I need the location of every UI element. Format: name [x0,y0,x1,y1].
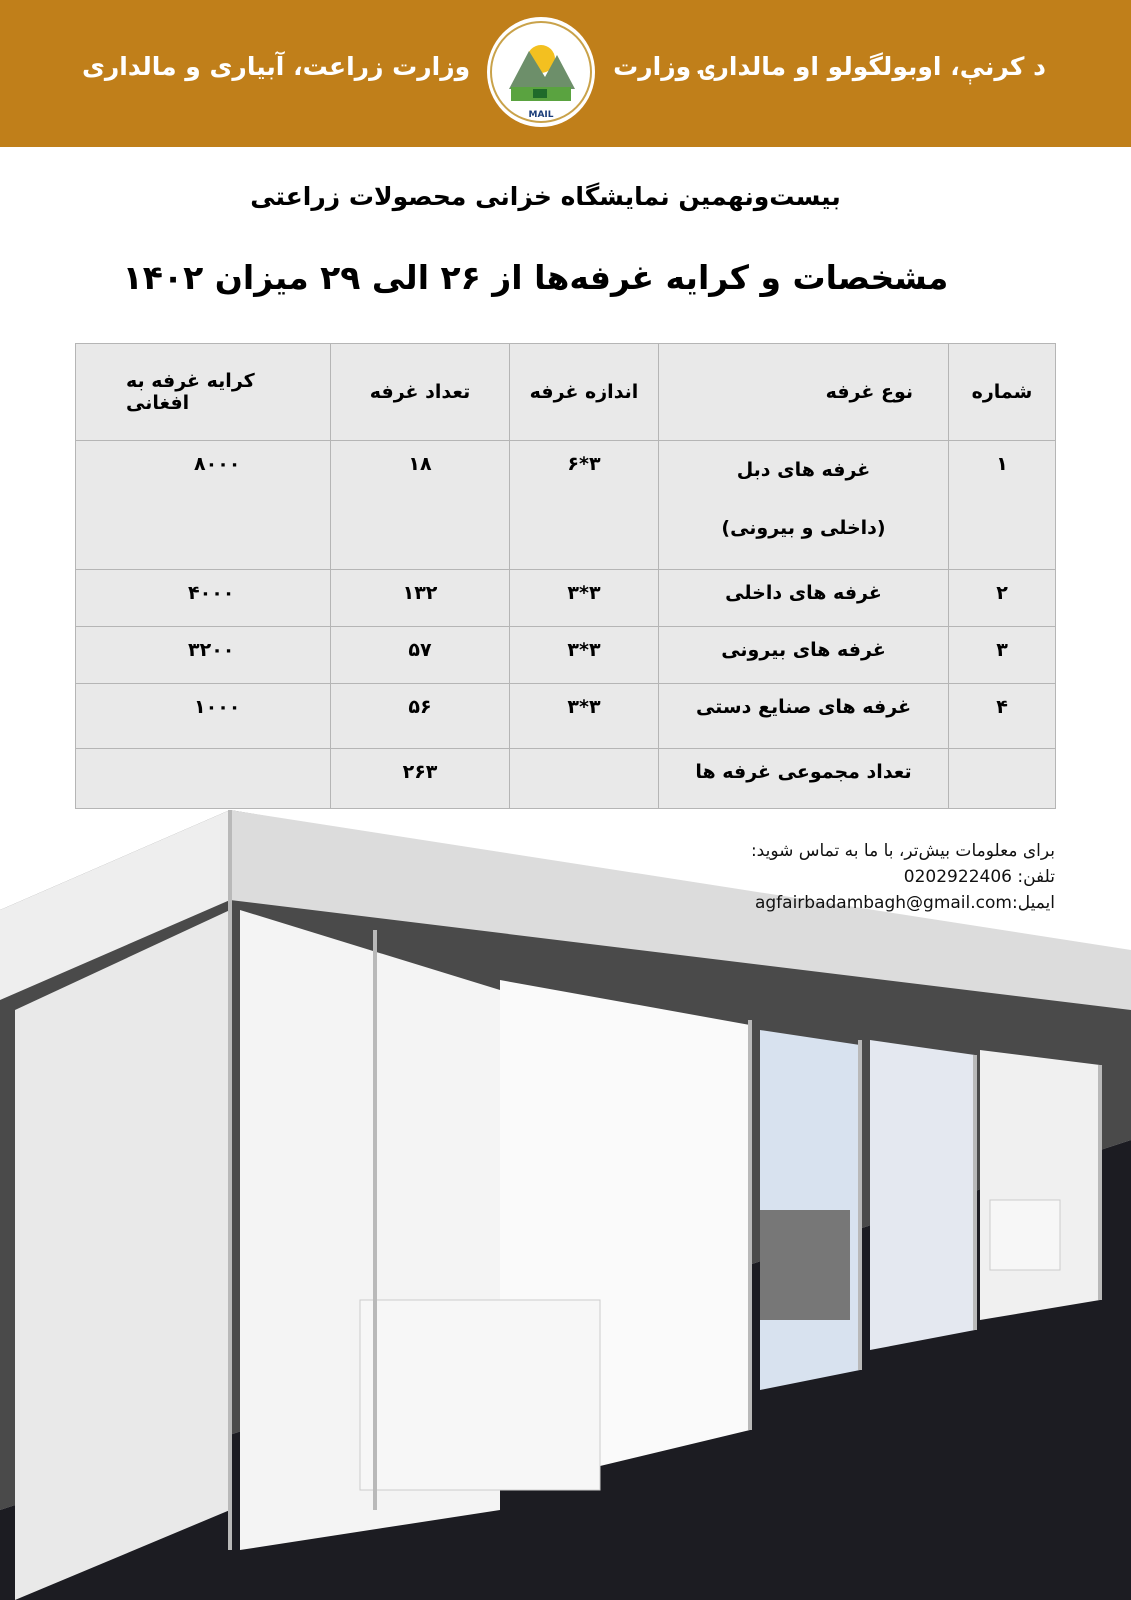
booth-photo [0,810,1131,1600]
row-size: ۳*۳ [510,627,659,684]
pashto-ministry-title: د کرنې، اوبولگولو او مالدارۍ وزارت [613,52,1046,81]
col-type: نوع غرفه [659,344,949,441]
table-row [76,570,1056,627]
row-size: ۳*۶ [510,441,659,570]
contact-phone[interactable]: تلفن: 0202922406 [903,867,1055,887]
svg-text:MAIL: MAIL [528,110,554,120]
row-type-line2: (داخلی و بیرونی) [721,517,886,539]
row-size: ۳*۳ [510,684,659,749]
total-count: ۲۶۳ [331,749,510,809]
row-rent: ۳۲۰۰ [76,627,331,684]
row-type: غرفه های بیرونی [659,627,949,684]
row-type-line1: غرفه های دبل [736,459,871,481]
row-count: ۱۳۲ [331,570,510,627]
contact-intro: برای معلومات بیش‌تر، با ما به تماس شوید: [750,841,1055,861]
contact-email[interactable]: ایمیل:agfairbadambagh@gmail.com [754,893,1055,913]
row-type: غرفه های صنایع دستی [659,684,949,749]
empty-cell [76,749,331,809]
row-size: ۳*۳ [510,570,659,627]
row-number: ۱ [949,441,1056,570]
table-header-row [76,344,1056,441]
table-row [76,684,1056,749]
exhibition-title: بیست‌ونهمین نمایشگاه خزانی محصولات زراعتی [250,182,841,211]
row-rent: ۸۰۰۰ [76,441,331,570]
table-row [76,441,1056,570]
row-rent: ۱۰۰۰ [76,684,331,749]
booth-table [75,343,1056,809]
col-size: اندازه غرفه [510,344,659,441]
row-number: ۲ [949,570,1056,627]
row-type: غرفه های داخلی [659,570,949,627]
row-type [659,441,949,570]
header-banner [0,0,1131,147]
contact-info [751,838,1055,916]
col-rent: کرایه غرفه به افغانی [76,344,331,441]
empty-cell [510,749,659,809]
row-number: ۳ [949,627,1056,684]
ministry-logo [487,17,595,127]
row-count: ۱۸ [331,441,510,570]
col-number: شماره [949,344,1056,441]
booth-specs-title: مشخصات و کرایه غرفه‌ها از ۲۶ الی ۲۹ میزان ۱۴۰۲ [122,258,949,297]
row-rent: ۴۰۰۰ [76,570,331,627]
total-label: تعداد مجموعی غرفه ها [659,749,949,809]
dari-ministry-title: وزارت زراعت، آبیاری و مالداری [82,52,471,81]
row-number: ۴ [949,684,1056,749]
row-count: ۵۶ [331,684,510,749]
table-total-row [76,749,1056,809]
empty-cell [949,749,1056,809]
table-row [76,627,1056,684]
row-count: ۵۷ [331,627,510,684]
col-count: تعداد غرفه [331,344,510,441]
